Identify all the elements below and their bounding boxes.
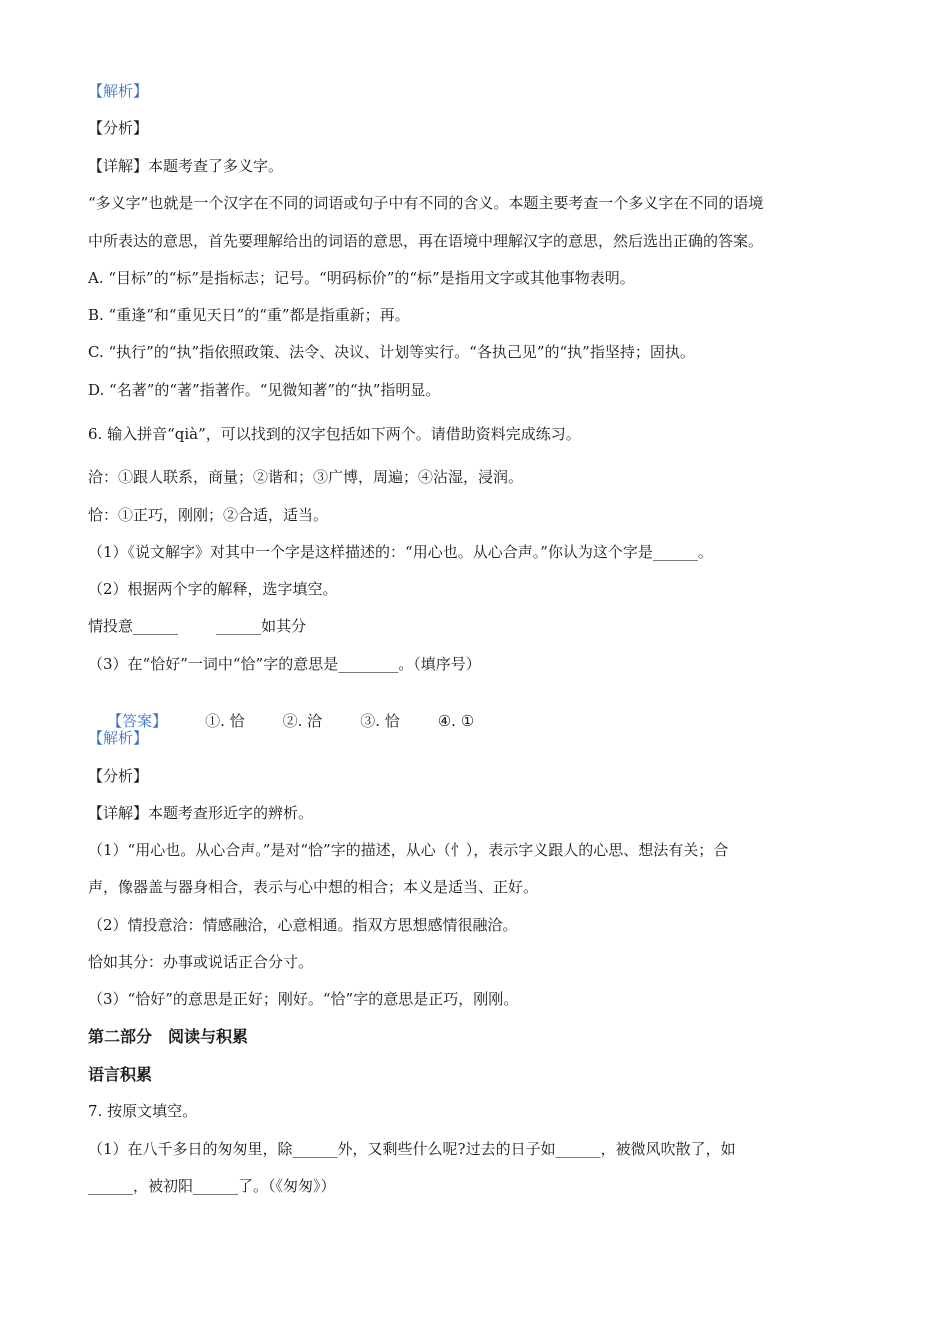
paragraph-line: （2）情投意洽：情感融洽，心意相通。指双方思想感情很融洽。	[88, 916, 518, 934]
answer-item: ④. ①	[437, 712, 475, 730]
paragraph-line: 恰如其分：办事或说话正合分寸。	[88, 953, 314, 971]
detail-heading: 【详解】本题考查形近字的辨析。	[88, 804, 314, 822]
subsection-title: 语言积累	[88, 1065, 153, 1084]
paragraph-line: 中所表达的意思，首先要理解给出的词语的意思，再在语境中理解汉字的意思，然后选出正确的答案。	[88, 232, 764, 250]
option-b: B. “重逢”和“重见天日”的“重”都是指重新；再。	[88, 306, 410, 324]
fill-blank-line: 情投意______ ______如其分	[88, 617, 307, 635]
definition-qia-heart: 恰：①正巧，刚刚；②合适，适当。	[88, 506, 329, 524]
definition-qia-water: 洽：①跟人联系，商量；②谐和；③广博，周遍；④沾湿，浸润。	[88, 468, 524, 486]
sub-question-3: （3）在“恰好”一词中“恰”字的意思是________。（填序号）	[88, 655, 481, 673]
analysis-heading: 【解析】	[88, 729, 149, 747]
option-a: A. “目标”的“标”是指标志；记号。“明码标价”的“标”是指用文字或其他事物表明。	[88, 269, 635, 287]
question-7: 7. 按原文填空。	[88, 1102, 198, 1120]
analysis-subheading: 【分析】	[88, 119, 149, 137]
analysis-heading: 【解析】	[88, 82, 149, 100]
sub-question-1: （1）《说文解字》对其中一个字是这样描述的：“用心也。从心合声。”你认为这个字是______。	[88, 543, 713, 561]
answer-item: ③. 恰	[360, 712, 400, 730]
option-d: D. “名著”的“著”指著作。“见微知著”的“执”指明显。	[88, 381, 441, 399]
sub-question-2: （2）根据两个字的解释，选字填空。	[88, 580, 338, 598]
option-c: C. “执行”的“执”指依照政策、法令、决议、计划等实行。“各执己见”的“执”指坚持；固执。	[88, 343, 695, 361]
analysis-subheading: 【分析】	[88, 767, 149, 785]
answer-heading: 【答案】	[107, 712, 168, 730]
paragraph-line: “多义字”也就是一个汉字在不同的词语或句子中有不同的含义。本题主要考查一个多义字在不同的语境	[88, 194, 764, 212]
paragraph-line: （1）“用心也。从心合声。”是对“恰”字的描述，从心（忄），表示字义跟人的心思、想法有关；合	[88, 841, 729, 859]
fill-blank-line: ______，被初阳______了。（《匆匆》）	[88, 1177, 336, 1195]
section-title: 第二部分 阅读与积累	[88, 1027, 249, 1046]
paragraph-line: （3）“恰好”的意思是正好；刚好。“恰”字的意思是正巧，刚刚。	[88, 990, 519, 1008]
detail-heading: 【详解】本题考查了多义字。	[88, 157, 284, 175]
paragraph-line: 声，像器盖与器身相合，表示与心中想的相合；本义是适当、正好。	[88, 878, 539, 896]
answer-item: ①. 恰	[205, 712, 245, 730]
fill-blank-line: （1）在八千多日的匆匆里，除______外，又剩些什么呢?过去的日子如______，被微风吹散了，如	[88, 1140, 736, 1158]
answer-item: ②. 洽	[282, 712, 323, 730]
question-6: 6. 输入拼音“qià”，可以找到的汉字包括如下两个。请借助资料完成练习。	[88, 425, 581, 443]
